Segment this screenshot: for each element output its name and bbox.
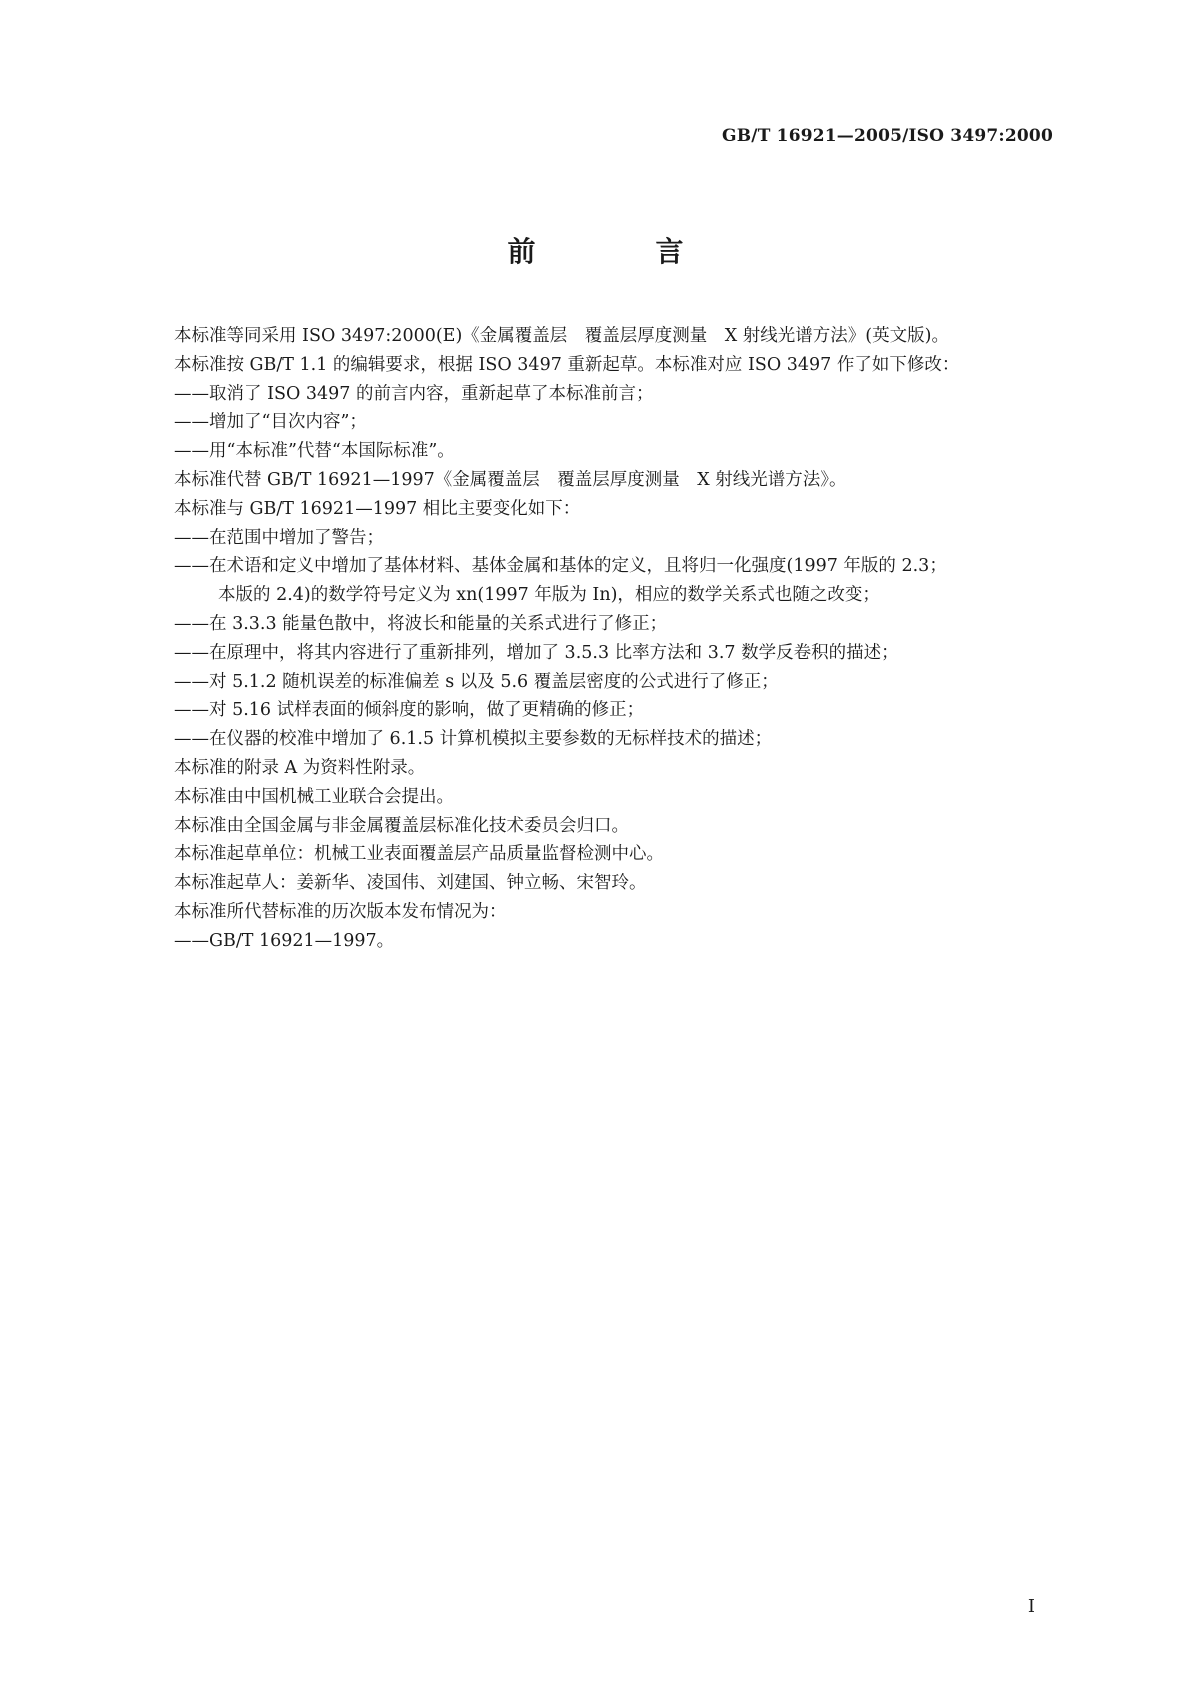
text-line: 本标准按 GB/T 1.1 的编辑要求，根据 ISO 3497 重新起草。本标准对应 ISO 3497 作了如下修改：: [174, 354, 960, 375]
list-item: ——在原理中，将其内容进行了重新排列，增加了 3.5.3 比率方法和 3.7 数学反卷积的描述；: [174, 642, 899, 663]
list-item: ——在术语和定义中增加了基体材料、基体金属和基体的定义，且将归一化强度(1997 年版的 2.3；: [174, 556, 947, 577]
list-item: ——对 5.16 试样表面的倾斜度的影响，做了更精确的修正；: [174, 700, 645, 721]
text-line: 本标准由全国金属与非金属覆盖层标准化技术委员会归口。: [174, 815, 629, 836]
list-item-continuation: 本版的 2.4)的数学符号定义为 xn(1997 年版为 In)，相应的数学关系式也随之改变；: [218, 585, 880, 606]
text-line: 本标准所代替标准的历次版本发布情况为：: [174, 901, 507, 922]
text-line: 本标准起草单位：机械工业表面覆盖层产品质量监督检测中心。: [174, 844, 664, 865]
list-item: ——用“本标准”代替“本国际标准”。: [174, 441, 455, 462]
list-item: ——对 5.1.2 随机误差的标准偏差 s 以及 5.6 覆盖层密度的公式进行了修正；: [174, 671, 779, 692]
list-item: ——取消了 ISO 3497 的前言内容，重新起草了本标准前言；: [174, 383, 654, 404]
foreword-body: [174, 322, 1074, 956]
page-title: 前 言: [507, 235, 730, 268]
text-line: 本标准由中国机械工业联合会提出。: [174, 786, 454, 807]
text-line: 本标准代替 GB/T 16921—1997《金属覆盖层 覆盖层厚度测量 X 射线光谱方法》。: [174, 469, 847, 490]
text-line: 本标准与 GB/T 16921—1997 相比主要变化如下：: [174, 498, 581, 519]
list-item: ——在 3.3.3 能量色散中，将波长和能量的关系式进行了修正；: [174, 613, 668, 634]
text-line: 本标准等同采用 ISO 3497:2000(E)《金属覆盖层 覆盖层厚度测量 X 射线光谱方法》(英文版)。: [174, 326, 949, 346]
page-number: I: [1027, 1596, 1035, 1617]
list-item: ——增加了“目次内容”；: [174, 412, 367, 433]
list-item: ——在仪器的校准中增加了 6.1.5 计算机模拟主要参数的无标样技术的描述；: [174, 729, 773, 750]
text-line: 本标准起草人：姜新华、凌国伟、刘建国、钟立畅、宋智玲。: [174, 873, 647, 894]
list-item: ——在范围中增加了警告；: [174, 527, 384, 548]
list-item: ——GB/T 16921—1997。: [174, 930, 395, 951]
text-line: 本标准的附录 A 为资料性附录。: [174, 757, 426, 778]
standard-code: GB/T 16921—2005/ISO 3497:2000: [722, 126, 1053, 146]
